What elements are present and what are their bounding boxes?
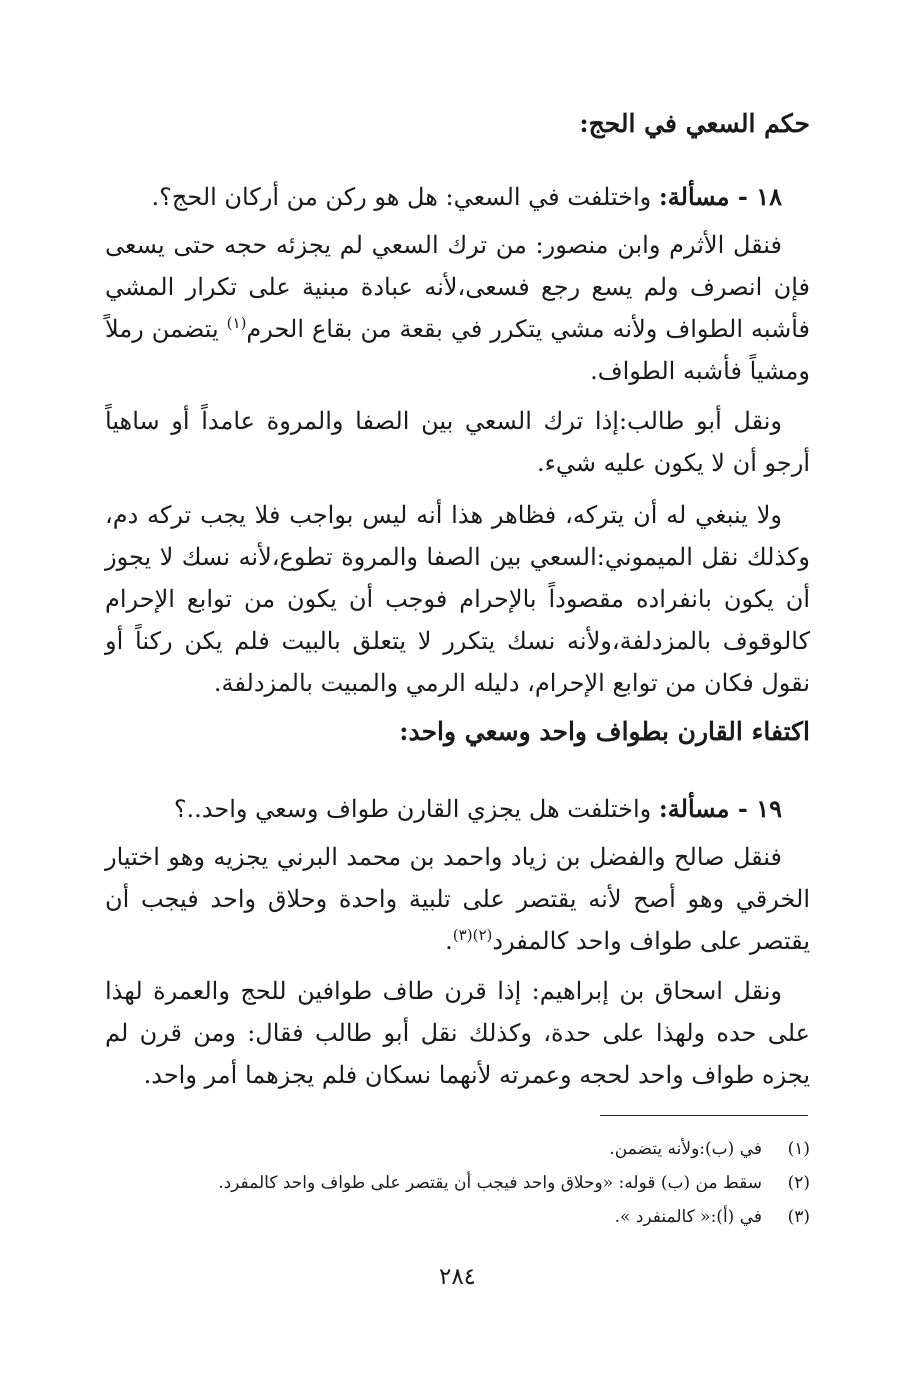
section-heading-qarin <box>105 712 810 752</box>
footnote-3 <box>105 1200 810 1234</box>
paragraph-athram-report <box>105 224 810 392</box>
footnote-ref-2-3: (٢)(٣) <box>452 926 493 944</box>
paragraph-text: ونقل اسحاق بن إبراهيم: إذا قرن طاف طوافين للحج والعمرة لهذا على حده ولهذا على حدة، وكذلك نقل أبو طالب فقال: ومن قرن لم يجزه طواف واحد لحجه وعمرته لأنهما نسكان فلم يجزهما أمر واحد. <box>105 977 810 1089</box>
issue-18 <box>77 176 810 218</box>
paragraph-text: فنقل صالح والفضل بن زياد واحمد بن محمد البرني يجزيه وهو اختيار الخرقي وهو أصح لأنه يقتصر على تلبية واحدة وحلاق واحد فيجب أن يقتصر على طواف واحد كالمفرد <box>105 843 810 955</box>
footnote-1 <box>105 1132 810 1166</box>
footnote-text: في (أ):« كالمنفرد ». <box>614 1207 762 1227</box>
paragraph-text: فنقل الأثرم وابن منصور: من ترك السعي لم يجزئه حجه حتى يسعى فإن انصرف ولم يسع رجع فسعى،لأنه عبادة مبنية على تكرار المشي فأشبه الطواف ولأنه مشي يتكرر في بقعة من بقاع الحرم <box>105 231 811 343</box>
section-heading-sai-ruling <box>105 104 810 144</box>
paragraph-salih-report <box>105 836 810 962</box>
heading-text: حكم السعي في الحج: <box>579 109 810 138</box>
paragraph-text-end: . <box>445 927 453 955</box>
issue-number: ١٩ - مسألة: <box>658 794 782 823</box>
heading-text: اكتفاء القارن بطواف واحد وسعي واحد: <box>399 717 810 746</box>
paragraph-text: ولا ينبغي له أن يتركه، فظاهر هذا أنه ليس بواجب فلا يجب تركه دم، وكذلك نقل الميموني:السعي بين الصفا والمروة تطوع،لأنه نسك لا يجوز أن يكون بانفراده مقصوداً بالإحرام فوجب أن يكون من توابع الإحرام كالوقوف بالمزدلفة،ولأنه نسك يتكرر لا يتعلق بالبيت فلم يكن ركناً أو نقول فكان من توابع الإحرام، دليله الرمي والمبيت بالمزدلفة. <box>105 501 810 697</box>
paragraph-ishaq-report <box>105 970 810 1096</box>
footnote-text: سقط من (ب) قوله: «وحلاق واحد فيجب أن يقتصر على طواف واحد كالمفرد. <box>218 1173 762 1193</box>
issue-19 <box>77 788 810 830</box>
paragraph-maymuni-report <box>105 494 810 704</box>
footnote-text: في (ب):ولأنه يتضمن. <box>609 1139 762 1159</box>
footnote-number: (١) <box>787 1139 810 1159</box>
issue-text: واختلفت في السعي: هل هو ركن من أركان الحج؟. <box>151 183 652 211</box>
paragraph-text-end: يتضمن رملاً ومشياً فأشبه الطواف. <box>105 315 810 385</box>
footnote-ref-1: (١) <box>226 314 247 332</box>
footnote-2 <box>105 1166 810 1200</box>
issue-text: واختلفت هل يجزي القارن طواف وسعي واحد..؟ <box>173 795 652 823</box>
footnotes <box>105 1132 810 1234</box>
paragraph-text: ونقل أبو طالب:إذا ترك السعي بين الصفا والمروة عامداً أو ساهياً أرجو أن لا يكون عليه شيء. <box>105 407 810 477</box>
issue-number: ١٨ - مسألة: <box>658 182 782 211</box>
page-number: ٢٨٤ <box>438 1264 477 1290</box>
footnote-separator <box>600 1115 808 1116</box>
footnote-number: (٣) <box>787 1207 810 1227</box>
footnote-number: (٢) <box>787 1173 810 1193</box>
paragraph-abu-talib-report <box>105 400 810 484</box>
